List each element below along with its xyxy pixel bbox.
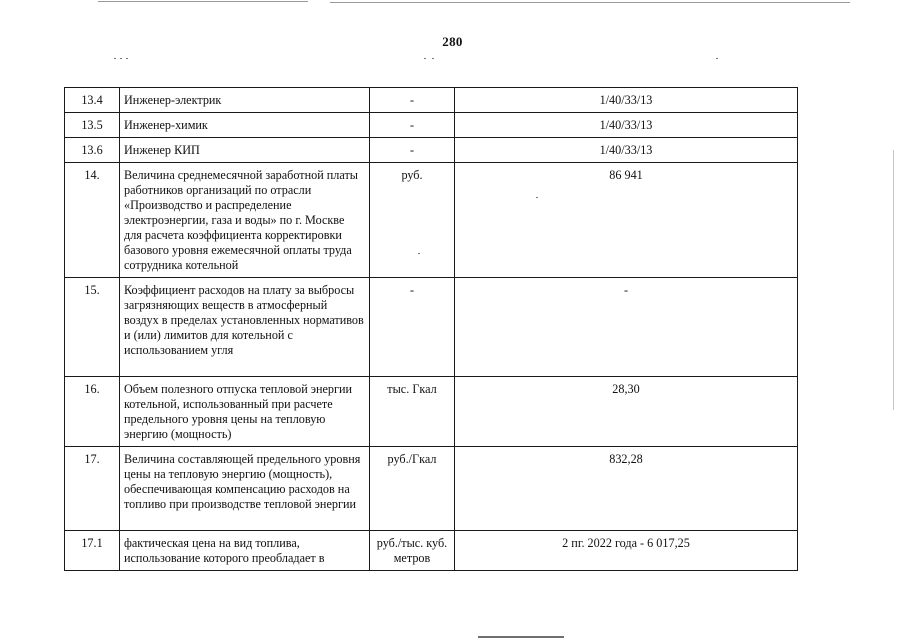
scan-artifact-right-edge xyxy=(893,150,894,410)
row-value: 86 941 xyxy=(455,163,798,278)
row-unit: руб./Гкал xyxy=(370,447,455,531)
row-value: - xyxy=(455,278,798,377)
table-row xyxy=(65,377,798,447)
row-unit: - xyxy=(370,138,455,163)
row-value: 28,30 xyxy=(455,377,798,447)
scan-speck xyxy=(432,58,434,59)
scan-artifact-bottom-line xyxy=(478,636,564,638)
table-row xyxy=(65,138,798,163)
row-unit: - xyxy=(370,278,455,377)
tariff-parameters-table xyxy=(64,87,798,571)
row-unit: - xyxy=(370,88,455,113)
scan-artifact-top-line xyxy=(330,2,850,3)
row-value: 2 пг. 2022 года - 6 017,25 xyxy=(455,531,798,571)
scan-speck xyxy=(114,58,116,59)
row-value: 1/40/33/13 xyxy=(455,88,798,113)
row-name: Коэффициент расходов на плату за выбросы загрязняющих веществ в атмосферный воздух в пределах установленных нормативов и (или) лимитов для котельной с использованием угля xyxy=(120,278,370,377)
row-number: 13.6 xyxy=(65,138,120,163)
row-unit: - xyxy=(370,113,455,138)
table-row xyxy=(65,88,798,113)
row-name: Инженер-электрик xyxy=(120,88,370,113)
row-unit: руб./тыс. куб. метров xyxy=(370,531,455,571)
row-number: 16. xyxy=(65,377,120,447)
row-name: Величина составляющей предельного уровня цены на тепловую энергию (мощность), обеспечивающая компенсацию расходов на топливо при производстве тепловой энергии xyxy=(120,447,370,531)
row-name: Инженер КИП xyxy=(120,138,370,163)
scan-speck xyxy=(120,58,122,59)
row-value: 1/40/33/13 xyxy=(455,138,798,163)
scan-speck xyxy=(424,58,426,59)
row-name: Инженер-химик xyxy=(120,113,370,138)
row-unit: тыс. Гкал xyxy=(370,377,455,447)
row-value: 832,28 xyxy=(455,447,798,531)
row-name: фактическая цена на вид топлива, использование которого преобладает в xyxy=(120,531,370,571)
scan-artifact-top-line xyxy=(98,1,308,2)
row-number: 15. xyxy=(65,278,120,377)
page-number: 280 xyxy=(442,34,463,49)
table-row xyxy=(65,113,798,138)
row-number: 13.4 xyxy=(65,88,120,113)
row-number: 17. xyxy=(65,447,120,531)
row-name: Объем полезного отпуска тепловой энергии котельной, использованный при расчете предельного уровня цены на тепловую энергию (мощность) xyxy=(120,377,370,447)
table-row xyxy=(65,278,798,377)
row-number: 13.5 xyxy=(65,113,120,138)
row-unit: руб. xyxy=(370,163,455,278)
scan-speck xyxy=(126,58,128,59)
row-value: 1/40/33/13 xyxy=(455,113,798,138)
row-name: Величина среднемесячной заработной платы работников организаций по отрасли «Производство и распределение электроэнергии, газа и воды» по г. Москве для расчета коэффициента корректировки базового уровня ежемесячной оплаты труда сотрудника котельной xyxy=(120,163,370,278)
table-row xyxy=(65,531,798,571)
row-number: 17.1 xyxy=(65,531,120,571)
scan-speck xyxy=(716,58,718,59)
row-number: 14. xyxy=(65,163,120,278)
table-row xyxy=(65,163,798,278)
table-row xyxy=(65,447,798,531)
